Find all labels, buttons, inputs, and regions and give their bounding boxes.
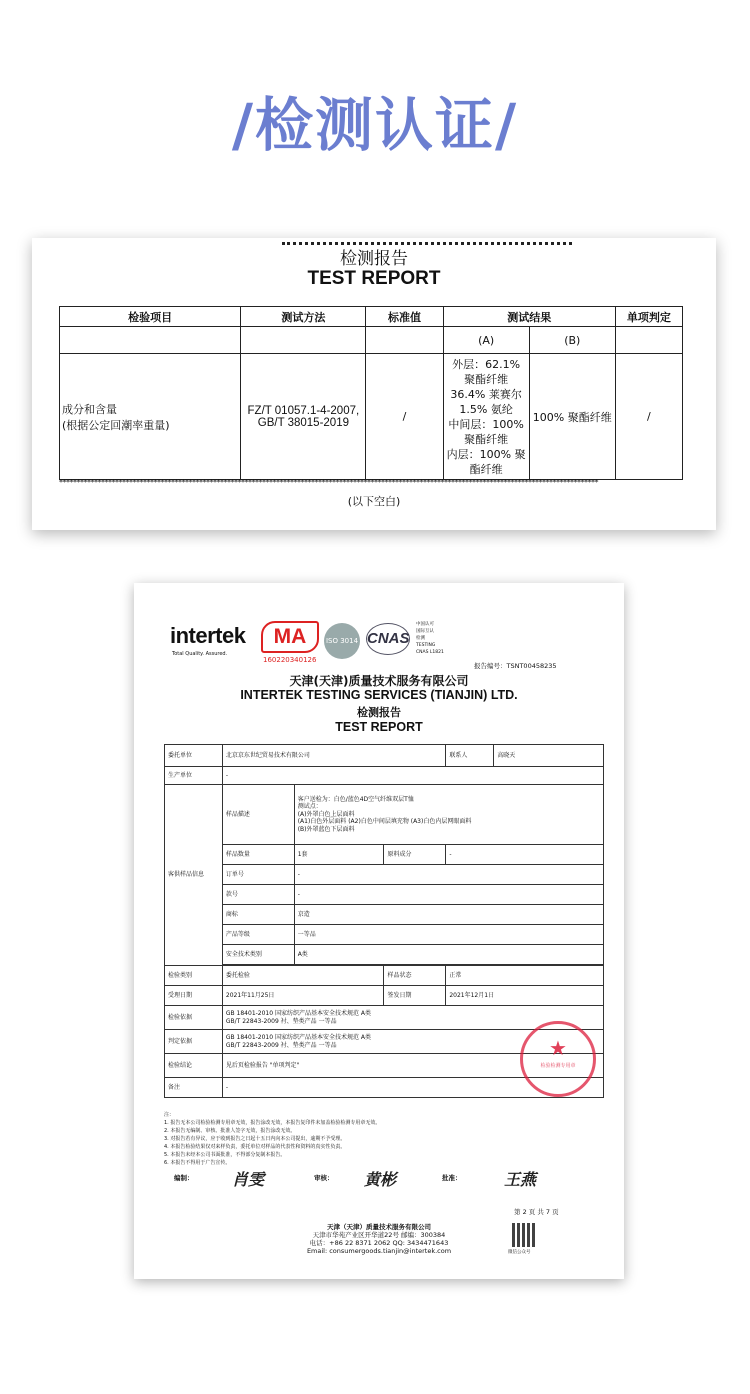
cell-result-a: 外层：62.1% 聚酯纤维 36.4% 莱赛尔 1.5% 氨纶 中间层：100% 聚酯纤维 内层：100% 聚 酯纤维 — [443, 354, 529, 480]
qr-code-icon — [512, 1223, 536, 1247]
subheader-b: (B) — [529, 327, 615, 354]
table-row — [60, 354, 683, 480]
qr-caption: 微信公众号 — [508, 1250, 531, 1255]
ma-number: 160220340126 — [263, 656, 317, 664]
editor-signature: 肖雯 — [232, 1170, 265, 1189]
table-row: 商标 京造 — [165, 905, 604, 925]
cell-standard: / — [366, 354, 443, 480]
table-row: 安全技术类别 A类 — [165, 945, 604, 965]
subheader-a: (A) — [443, 327, 529, 354]
cell-judgement: / — [615, 354, 682, 480]
page-heading: /检测认证/ — [231, 91, 519, 159]
page-indicator: 第 2 页 共 7 页 — [514, 1208, 559, 1216]
company-name-en: INTERTEK TESTING SERVICES (TIANJIN) LTD. — [240, 688, 518, 702]
table-header-row — [60, 307, 683, 327]
table-row: 订单号 - — [165, 865, 604, 885]
table-row: 客供样品信息 样品描述 客户送检为：白色/蓝色4D空气纤维双层T恤 测试点： (A)外罩白色上层面料 (A1)白色外层面料 (A2)白色中间层填充物 (A3)白色内层网眼面料 (B)外罩蓝色下层面料 — [165, 785, 604, 845]
report-title-cn: 检测报告 — [340, 249, 408, 269]
header-item: 检验项目 — [60, 307, 241, 327]
reviewer-signature: 黄彬 — [364, 1170, 397, 1189]
certificate-footer: 天津（天津）质量技术服务有限公司 天津市华苑产业区开华道22号 邮编：300384 电话：+86 22 8371 2062 QQ: 3434471643 Email: consumergoods.tianjin@intertek.com — [306, 1223, 452, 1255]
certificate-notes: 注： 1. 报告无本公司检验检测专用章无效，报告涂改无效，本报告复印件未加盖检验检测专用章无效。 2. 本报告无编制、审核、批准人签字无效，报告涂改无效。 3. 对报告若有异议，应于收到报告之日起十五日内向本公司提出，逾期不予受理。 4. 本报告检验结果仅对来样负责，委托单位对样品的代表性和资料的真实性负责。 5. 本报告未经本公司书面批准，不得部分复制本报告。 6. 本报告不得用于广告宣传。 — [164, 1112, 381, 1166]
official-stamp-icon: ★ 检验检测专用章 — [520, 1021, 596, 1097]
header-result: 测试结果 — [443, 307, 615, 327]
header-judgement: 单项判定 — [615, 307, 682, 327]
table-row: 备注 - — [165, 1078, 604, 1098]
table-row: 生产单位 - — [165, 767, 604, 785]
cell-method: FZ/T 01057.1-4-2007, GB/T 38015-2019 — [241, 354, 366, 480]
company-name-cn: 天津(天津)质量技术服务有限公司 — [289, 674, 469, 688]
reviewer-label: 审核： — [314, 1174, 334, 1182]
table-row: 委托单位 北京京东世纪贸易技术有限公司 联系人 高晓天 — [165, 745, 604, 767]
table-subheader-row — [60, 327, 683, 354]
editor-label: 编制： — [174, 1174, 194, 1182]
ma-mark-icon: MA — [261, 621, 319, 653]
signature-row — [174, 1170, 594, 1195]
header-standard: 标准值 — [366, 307, 443, 327]
report-title-en: TEST REPORT — [307, 268, 441, 289]
table-row: 受理日期 2021年11月25日 签发日期 2021年12月1日 — [165, 986, 604, 1006]
ilac-mark-icon: ISO 3014 — [324, 623, 360, 659]
header-method: 测试方法 — [241, 307, 366, 327]
approver-label: 批准： — [442, 1174, 462, 1182]
blank-below-note: (以下空白) — [347, 495, 401, 508]
approver-signature: 王燕 — [504, 1170, 537, 1189]
report-number: 报告编号：TSNT00458235 — [474, 662, 557, 670]
certificate-title-cn: 检测报告 — [357, 706, 401, 719]
table-row: 检验结论 见后页检验报告 "单项判定" — [165, 1054, 604, 1078]
table-row: 判定依据 GB 18401-2010 国家纺织产品基本安全技术规范 A类 GB/T 22843-2009 衬、垫类产品 一等品 — [165, 1030, 604, 1054]
table-row: 检验类别 委托检验 样品状态 正常 — [165, 966, 604, 986]
table-row: 检验依据 GB 18401-2010 国家纺织产品基本安全技术规范 A类 GB/T 22843-2009 衬、垫类产品 一等品 — [165, 1006, 604, 1030]
cell-item: 成分和含量 (根据公定回潮率重量) — [60, 354, 241, 480]
cnas-logo-icon: CNAS — [366, 623, 410, 655]
intertek-tagline: Total Quality. Assured. — [172, 651, 228, 657]
separator-stars: ********************************************************************************************************************************************************** — [59, 478, 598, 487]
table-row: 样品数量 1套 原料成分 - — [165, 845, 604, 865]
report-excerpt-card — [32, 238, 716, 530]
certificate-card — [134, 583, 624, 1279]
table-row: 款号 - — [165, 885, 604, 905]
results-table — [59, 306, 683, 480]
table-row: 产品等级 一等品 — [165, 925, 604, 945]
intertek-logo: intertek — [170, 623, 246, 648]
certificate-title-en: TEST REPORT — [335, 720, 423, 734]
cell-result-b: 100% 聚酯纤维 — [529, 354, 615, 480]
cnas-caption: 中国认可 国际互认 检测 TESTING CNAS L1821 — [416, 622, 444, 655]
